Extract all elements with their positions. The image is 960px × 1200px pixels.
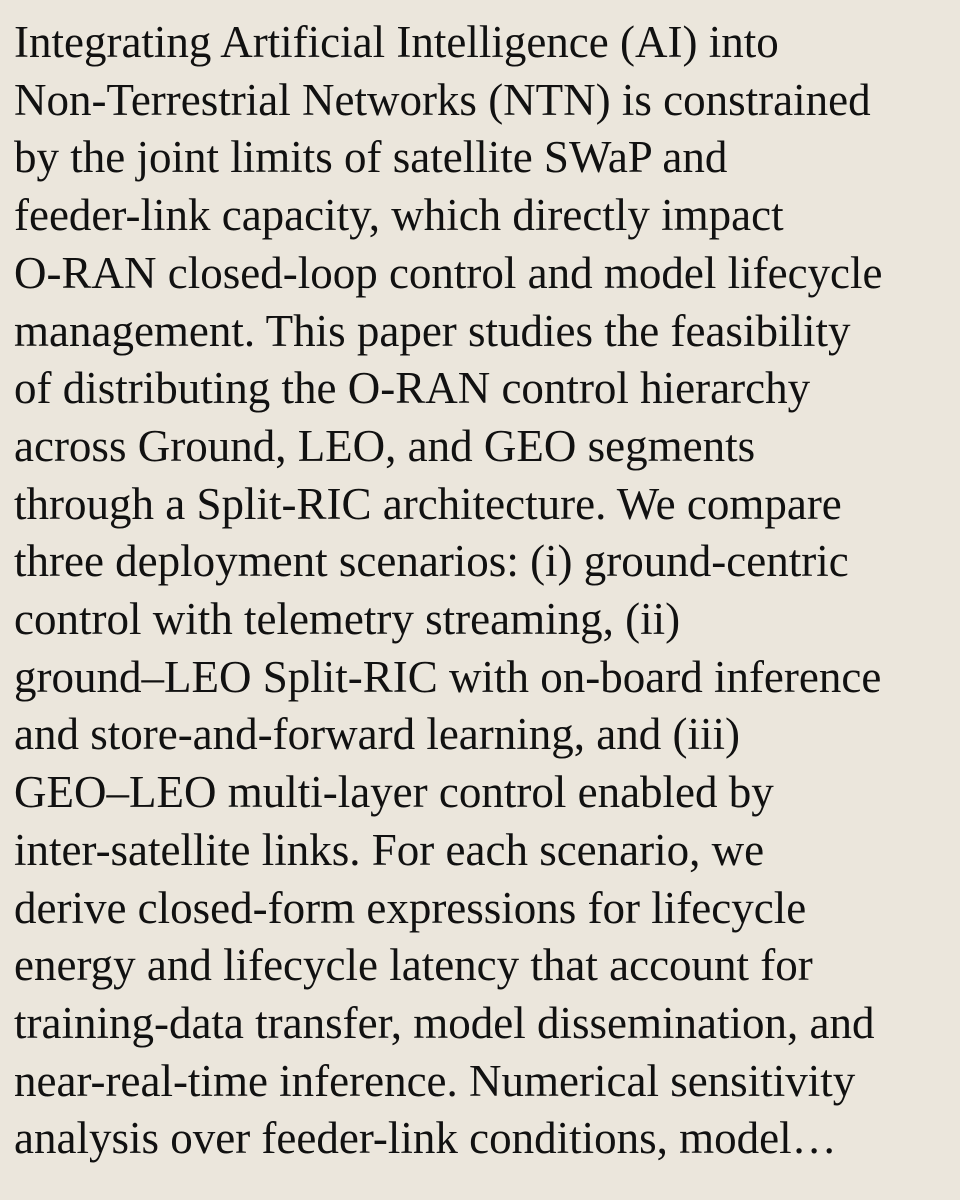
abstract-line-6: management. This paper studies the feasibility — [14, 305, 851, 356]
abstract-line-12: ground–LEO Split-RIC with on-board inference — [14, 651, 882, 702]
abstract-line-16: derive closed-form expressions for lifecycle — [14, 882, 807, 933]
abstract-line-9: through a Split-RIC architecture. We compare — [14, 478, 842, 529]
abstract-line-8: across Ground, LEO, and GEO segments — [14, 420, 756, 471]
abstract-line-20: analysis over feeder-link conditions, model… — [14, 1113, 837, 1164]
abstract-line-11: control with telemetry streaming, (ii) — [14, 594, 681, 645]
abstract-line-17: energy and lifecycle latency that account for — [14, 940, 813, 991]
abstract-line-7: of distributing the O-RAN control hierarchy — [14, 363, 811, 414]
abstract-line-2: Non-Terrestrial Networks (NTN) is constrained — [14, 74, 871, 125]
abstract-line-4: feeder-link capacity, which directly impact — [14, 190, 784, 241]
abstract-line-3: by the joint limits of satellite SWaP and — [14, 132, 728, 183]
abstract-line-14: GEO–LEO multi-layer control enabled by — [14, 767, 774, 818]
abstract-line-10: three deployment scenarios: (i) ground-centric — [14, 536, 849, 587]
abstract-line-5: O-RAN closed-loop control and model lifecycle — [14, 247, 883, 298]
abstract-line-15: inter-satellite links. For each scenario, we — [14, 824, 765, 875]
abstract-line-19: near-real-time inference. Numerical sensitivity — [14, 1055, 856, 1106]
abstract-line-13: and store-and-forward learning, and (iii) — [14, 709, 740, 760]
abstract-line-1: Integrating Artificial Intelligence (AI) into — [14, 17, 779, 67]
abstract-line-18: training-data transfer, model dissemination, and — [14, 997, 875, 1048]
